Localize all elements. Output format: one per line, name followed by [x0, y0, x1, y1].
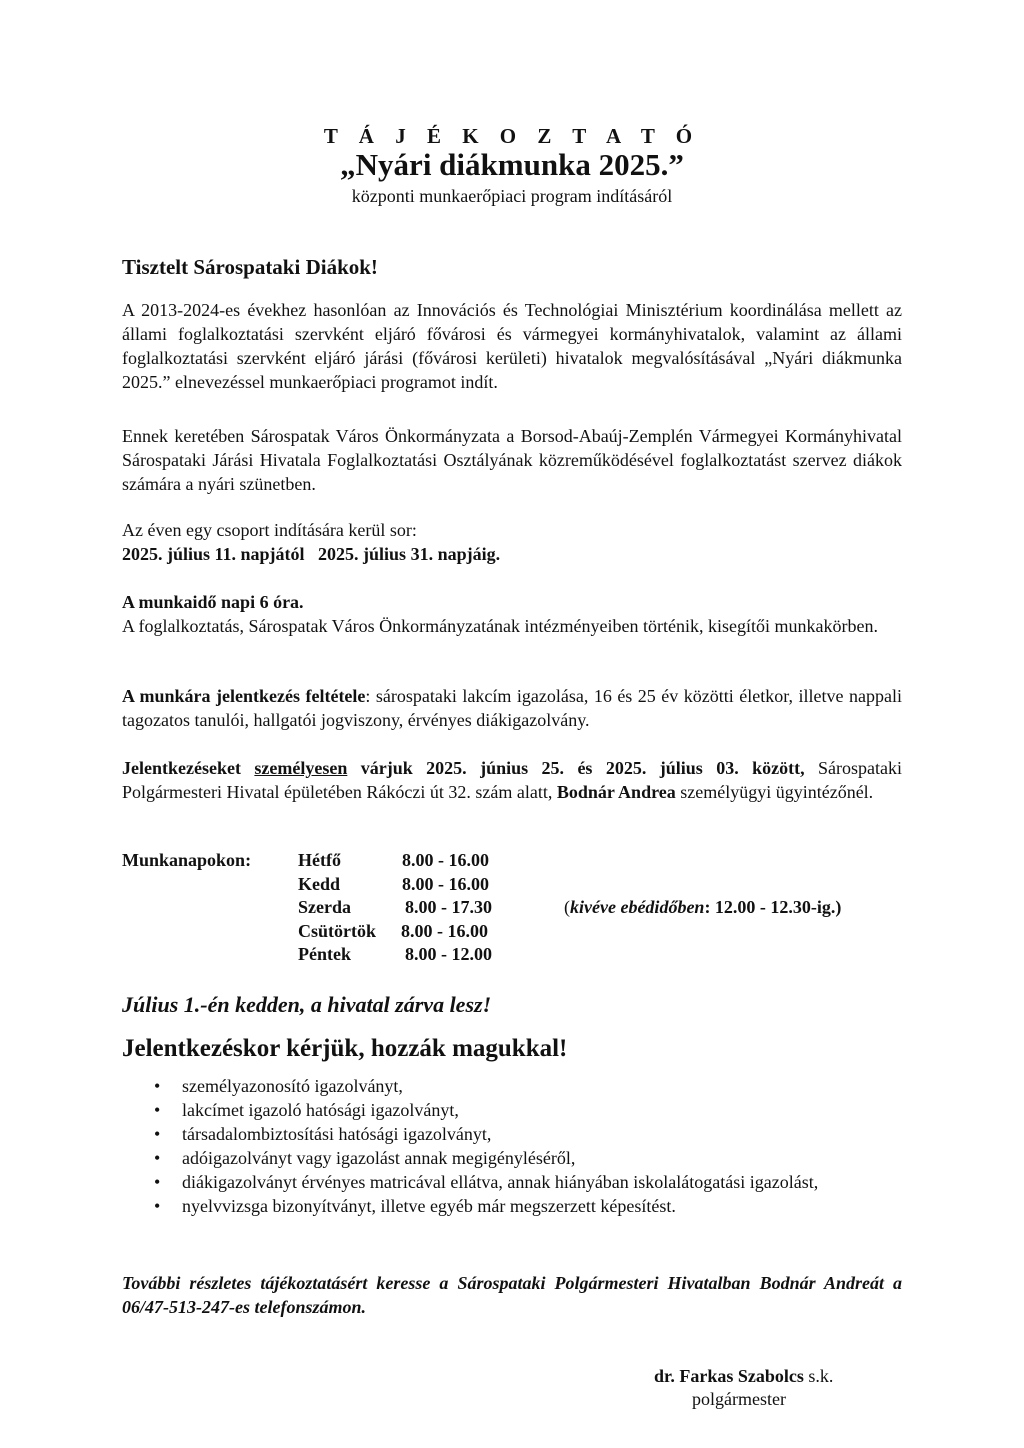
schedule-day: Csütörtök	[298, 920, 377, 941]
list-item: • társadalombiztosítási hatósági igazolványt,	[154, 1124, 492, 1144]
bullet-icon: •	[154, 1148, 161, 1168]
greeting: Tisztelt Sárospataki Diákok!	[122, 255, 378, 279]
bullet-icon: •	[154, 1172, 161, 1192]
group-intro: Az éven egy csoport indítására kerül sor:	[122, 520, 417, 540]
document-title: „Nyári diákmunka 2025.”	[340, 147, 684, 182]
list-item: • diákigazolványt érvényes matricával ellátva, annak hiányában iskolalátogatási igazolást,	[154, 1172, 819, 1192]
apply-underlined: személyesen	[254, 758, 348, 778]
schedule-day: Péntek	[298, 944, 351, 964]
apply-contact: Bodnár Andrea	[556, 782, 676, 802]
working-hours-text: A foglalkoztatás, Sárospatak Város Önkormányzatának intézményeiben történik, kisegítői munkakörben.	[122, 616, 878, 636]
schedule-hours: 8.00 - 16.00	[402, 873, 489, 894]
working-hours-heading: A munkaidő napi 6 óra.	[122, 592, 304, 612]
note-italic: kivéve ebédidőben	[570, 897, 705, 917]
schedule-day: Szerda	[298, 897, 351, 917]
schedule-hours: 8.00 - 16.00	[402, 850, 489, 870]
apply-role: személyügyi ügyintézőnél.	[675, 782, 874, 802]
schedule-label: Munkanapokon:	[122, 850, 252, 870]
schedule-day: Kedd	[298, 873, 341, 894]
schedule-table	[298, 849, 558, 969]
schedule-row	[298, 873, 489, 897]
contact-note: További részletes tájékoztatásért keresse a Sárospataki Polgármesteri Hivatalban Bodnár Andreát a 06/47-513-247-es telefonszámon.	[122, 1273, 902, 1317]
document-kicker: T Á J É K O Z T A T Ó	[323, 124, 701, 148]
paragraph-intro: A 2013-2024-es évekhez hasonlóan az Innovációs és Technológiai Minisztérium koordinálása mellett az állami foglalkoztatási szervként eljáró fővárosi és vármegyei kormányhivatalok, valamint az állami foglalkoztatási szervként eljáró járási (fővárosi kerületi) hivatalok megvalósításával „Nyári diákmunka 2025.” elnevezéssel munkaerőpiaci programot indít.	[122, 300, 902, 392]
required-documents-list	[122, 1074, 902, 1218]
note-open: (	[564, 897, 570, 917]
lunch-break-note	[564, 896, 841, 920]
schedule-day: Hétfő	[298, 850, 341, 870]
apply-dates: várjuk 2025. június 25. és 2025. július 03. között,	[347, 758, 805, 778]
schedule-hours: 8.00 - 12.00	[405, 944, 492, 964]
paragraph-framework: Ennek keretében Sárospatak Város Önkormányzata a Borsod-Abaúj-Zemplén Vármegyei Kormányhivatal Sárospataki Járási Hivatala Foglalkoztatási Osztályának közreműködésével foglalkoztatást szervez diákok számára a nyári szünetben.	[122, 426, 902, 494]
document-subtitle: központi munkaerőpiaci program indításáról	[351, 186, 673, 206]
bring-title: Jelentkezéskor kérjük, hozzák magukkal!	[122, 1035, 568, 1062]
list-item: • lakcímet igazoló hatósági igazolványt,	[154, 1100, 459, 1120]
schedule-row	[298, 943, 492, 967]
list-item: • adóigazolványt vagy igazolást annak megigényléséről,	[154, 1148, 576, 1168]
schedule-row	[298, 896, 492, 920]
paragraph-conditions	[122, 684, 902, 732]
group-dates: 2025. július 11. napjától 2025. július 31. napjáig.	[122, 544, 501, 564]
bullet-icon: •	[154, 1124, 161, 1144]
note-rest: : 12.00 - 12.30-ig.)	[704, 897, 842, 917]
closed-notice: Július 1.-én kedden, a hivatal zárva lesz!	[122, 992, 492, 1017]
schedule-row	[298, 920, 488, 944]
bullet-icon: •	[154, 1076, 161, 1096]
conditions-label: A munkára jelentkezés feltétele	[122, 686, 366, 706]
signature-suffix: s.k.	[803, 1366, 834, 1386]
schedule-hours: 8.00 - 17.30	[405, 897, 492, 917]
list-item: • nyelvvizsga bizonyítványt, illetve egyéb már megszerzett képesítést.	[154, 1196, 676, 1216]
signature-name: dr. Farkas Szabolcs	[654, 1366, 804, 1386]
signature	[654, 1364, 833, 1388]
paragraph-application	[122, 756, 902, 804]
schedule-row	[298, 849, 489, 873]
schedule-hours: 8.00 - 16.00	[401, 920, 488, 941]
bullet-icon: •	[154, 1196, 161, 1216]
apply-place: Sárospataki Polgármesteri Hivatal épületében Rákóczi út 32. szám alatt,	[122, 758, 903, 802]
list-item: • személyazonosító igazolványt,	[154, 1076, 403, 1096]
conditions-text: : sárospataki lakcím igazolása, 16 és 25 év közötti életkor, illetve nappali tagozatos tanulói, hallgatói jogviszony, érvényes diákigazolvány.	[122, 686, 902, 730]
signature-title: polgármester	[692, 1389, 786, 1409]
bullet-icon: •	[154, 1100, 161, 1120]
apply-lead: Jelentkezéseket	[122, 758, 255, 778]
